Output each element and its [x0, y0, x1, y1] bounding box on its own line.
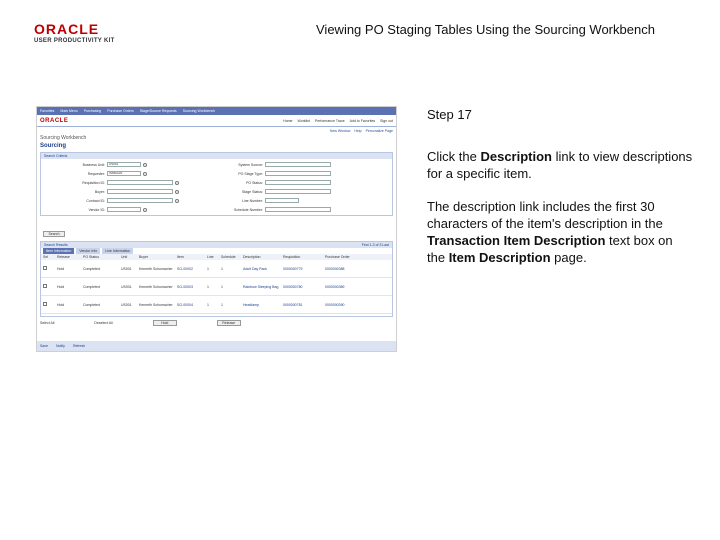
criteria-stage-status: Stage Status:: [201, 189, 331, 194]
app-page-title: Sourcing Workbench: [40, 135, 87, 141]
search-results-grid: [40, 241, 393, 317]
lookup-icon[interactable]: [143, 163, 147, 167]
criteria-po-status: PO Status:: [201, 180, 331, 185]
lookup-icon[interactable]: [175, 190, 179, 194]
criteria-requisition-id: Requisition ID:: [43, 180, 179, 185]
link-add-favorites[interactable]: Add to Favorites: [349, 118, 376, 123]
lookup-icon[interactable]: [143, 172, 147, 176]
criteria-po-stage-type: PO Stage Type:: [201, 171, 331, 176]
tab-item-information[interactable]: Item Information: [43, 248, 74, 254]
business-unit-input[interactable]: US001: [107, 162, 141, 167]
link-sign-out[interactable]: Sign out: [380, 118, 393, 123]
system-source-select[interactable]: [265, 162, 331, 167]
link-worklist[interactable]: Worklist: [297, 118, 310, 123]
deselect-all-link[interactable]: Deselect All: [94, 321, 113, 325]
application-screenshot: [36, 106, 397, 352]
instruction-paragraph-2: The description link includes the first 30 characters of the item's description in the Transaction Item Description text box on the Item Description page.: [427, 199, 673, 265]
contract-id-input[interactable]: [107, 198, 173, 203]
page-actions-bar: [37, 341, 396, 351]
results-navigation[interactable]: First 1-3 of 3 Last: [361, 243, 389, 247]
nav-purchase-orders[interactable]: Purchase Orders: [107, 109, 134, 113]
refresh-button[interactable]: Refresh: [72, 344, 86, 348]
oracle-upk-logo: [34, 22, 124, 50]
po-stage-type-select[interactable]: [265, 171, 331, 176]
lookup-icon[interactable]: [175, 199, 179, 203]
criteria-requester: Requester: ISNDAAN: [43, 171, 147, 176]
app-top-navigation: [37, 107, 396, 115]
nav-favorites[interactable]: Favorites: [40, 109, 55, 113]
table-row: Hold Completed US001 Kenneth Schumacher SG-00002 1 1 Adult Day Pack 0000000779 0000000388: [41, 260, 392, 278]
row-select-checkbox[interactable]: [43, 302, 47, 306]
app-brand-bar: [37, 115, 396, 127]
app-sub-links: [37, 127, 396, 134]
requester-input[interactable]: ISNDAAN: [107, 171, 141, 176]
buyer-input[interactable]: [107, 189, 173, 194]
table-row: Hold Completed US001 Kenneth Schumacher SG-00004 1 1 Headlamp 0000000781 0000000390: [41, 296, 392, 314]
po-status-select[interactable]: [265, 180, 331, 185]
tab-vendor-info[interactable]: Vendor Info: [76, 248, 100, 254]
row-select-checkbox[interactable]: [43, 266, 47, 270]
criteria-contract-id: Contract ID:: [43, 198, 179, 203]
lookup-icon[interactable]: [175, 181, 179, 185]
row-select-checkbox[interactable]: [43, 284, 47, 288]
hold-button[interactable]: Hold: [153, 320, 177, 326]
nav-purchasing[interactable]: Purchasing: [83, 109, 102, 113]
instruction-paragraph-1: Click the Description link to view descriptions for a specific item.: [427, 149, 693, 181]
description-link[interactable]: Headlamp: [243, 302, 259, 307]
requisition-id-input[interactable]: [107, 180, 173, 185]
search-criteria-panel: [40, 152, 393, 216]
link-personalize[interactable]: Personalize Page: [365, 128, 393, 133]
logo-brand: ORACLE: [34, 21, 100, 37]
logo-subtitle: USER PRODUCTIVITY KIT: [34, 38, 115, 44]
criteria-buyer: Buyer:: [43, 189, 179, 194]
link-new-window[interactable]: New Window: [329, 128, 351, 133]
page-title: Viewing PO Staging Tables Using the Sourcing Workbench: [316, 22, 655, 37]
save-button[interactable]: Save: [40, 344, 48, 348]
tab-line-information[interactable]: Line Information: [102, 248, 133, 254]
notify-button[interactable]: Notify: [55, 344, 65, 348]
grid-header: Sel Release PO Status Unit Buyer Item Line Schedule Description Requisition Purchase Order: [41, 254, 392, 260]
description-column-header: Description: [243, 255, 261, 259]
criteria-line-number: Line Number:: [201, 198, 299, 203]
link-help[interactable]: Help: [354, 128, 362, 133]
vendor-id-input[interactable]: [107, 207, 141, 212]
criteria-vendor-id: Vendor ID:: [43, 207, 147, 212]
criteria-system-source: System Source:: [201, 162, 331, 167]
description-link[interactable]: Adult Day Pack: [243, 266, 267, 271]
line-number-input[interactable]: [265, 198, 299, 203]
selection-actions: [40, 320, 241, 326]
app-logo: ORACLE: [40, 117, 69, 124]
results-title: Search Results: [44, 243, 68, 247]
release-button[interactable]: Release: [217, 320, 241, 326]
link-home[interactable]: Home: [283, 118, 293, 123]
search-criteria-header: Search Criteria: [41, 153, 392, 159]
lookup-icon[interactable]: [143, 208, 147, 212]
stage-status-select[interactable]: [265, 189, 331, 194]
criteria-business-unit: Business Unit: US001: [43, 162, 147, 167]
search-button[interactable]: Search: [43, 231, 65, 237]
nav-main-menu[interactable]: Main Menu: [60, 109, 78, 113]
schedule-number-select[interactable]: [265, 207, 331, 212]
nav-stage-source[interactable]: Stage/Source Requests: [139, 109, 177, 113]
app-header-links: [283, 119, 393, 123]
criteria-schedule-number: Schedule Number:: [201, 207, 331, 212]
app-page-subtitle: Sourcing: [40, 143, 67, 149]
description-link[interactable]: Rainbow Sleeping Bag: [243, 284, 279, 289]
table-row: Hold Completed US001 Kenneth Schumacher SG-00003 1 1 Rainbow Sleeping Bag 0000000780 0000000389: [41, 278, 392, 296]
step-number: Step 17: [427, 107, 472, 122]
nav-sourcing-workbench[interactable]: Sourcing Workbench: [182, 109, 216, 113]
select-all-link[interactable]: Select All: [40, 321, 55, 325]
link-performance-trace[interactable]: Performance Trace: [314, 118, 345, 123]
